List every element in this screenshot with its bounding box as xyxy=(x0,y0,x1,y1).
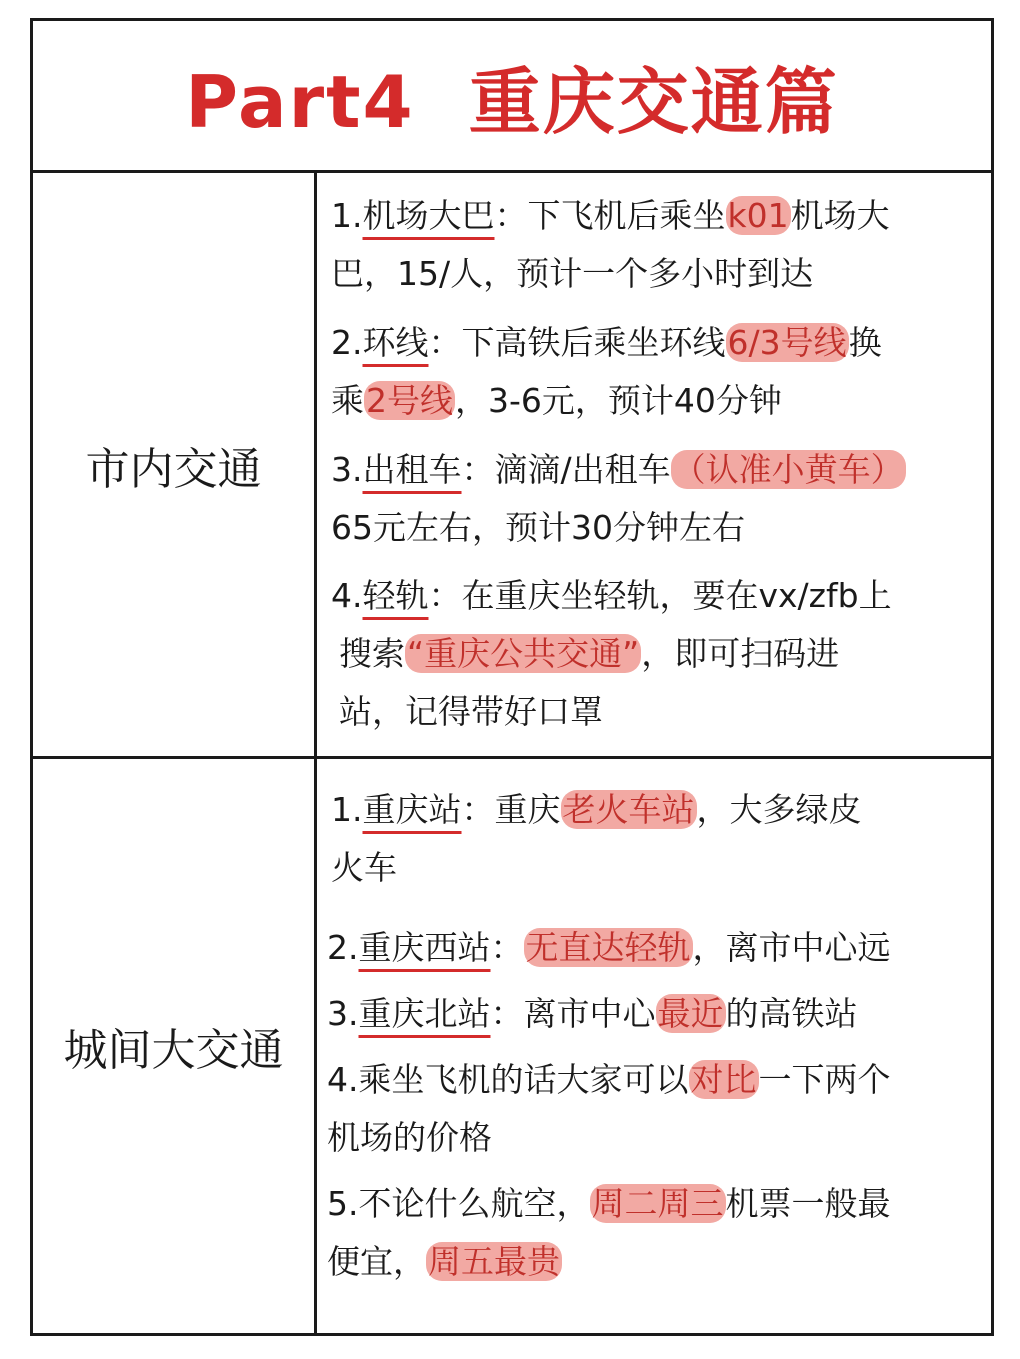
item-heading: 机场大巴 xyxy=(362,196,495,235)
section-label: 城间大交通 xyxy=(63,1025,284,1076)
page-title: Part4 重庆交通篇 xyxy=(185,59,839,144)
highlight: 6/3号线 xyxy=(727,323,847,362)
highlight: 周二周三 xyxy=(591,1184,724,1223)
item-heading: 轻轨 xyxy=(362,576,429,615)
section-content xyxy=(317,173,991,756)
item-heading: 环线 xyxy=(362,323,429,362)
item-heading: 重庆西站 xyxy=(358,928,491,967)
item-heading: 出租车 xyxy=(362,450,462,489)
highlight: 2号线 xyxy=(366,381,453,420)
list-item: 5.不论什么航空，周二周三机票一般最 便宜，周五最贵 xyxy=(327,1184,891,1281)
highlight: 最近 xyxy=(657,994,724,1033)
highlight: 无直达轻轨 xyxy=(525,928,691,967)
list-item: 3.出租车：滴滴/出租车（认准小黄车） 65元左右，预计30分钟左右 xyxy=(331,450,904,547)
section-label-cell xyxy=(33,173,317,756)
highlight: k01 xyxy=(727,196,789,235)
item-heading: 重庆站 xyxy=(362,790,462,829)
section-content xyxy=(317,759,991,1333)
transport-table xyxy=(30,18,994,1336)
highlight: 对比 xyxy=(690,1060,757,1099)
list-item: 1.机场大巴：下飞机后乘坐k01机场大 巴，15/人，预计一个多小时到达 xyxy=(331,196,890,293)
section-intercity-transport xyxy=(33,759,991,1333)
highlight: 周五最贵 xyxy=(428,1242,560,1281)
highlight: “重庆公共交通” xyxy=(407,634,640,673)
section-label-cell xyxy=(33,759,317,1333)
list-item: 3.重庆北站：离市中心最近的高铁站 xyxy=(327,994,858,1033)
list-item: 2.重庆西站：无直达轻轨，离市中心远 xyxy=(327,928,891,967)
title-row xyxy=(33,21,991,173)
item-heading: 重庆北站 xyxy=(358,994,491,1033)
list-item: 4.轻轨：在重庆坐轻轨，要在vx/zfb上 搜索“重庆公共交通”，即可扫码进 站，记得带好口罩 xyxy=(331,576,892,731)
list-item: 2.环线：下高铁后乘坐环线6/3号线换 乘2号线，3-6元，预计40分钟 xyxy=(331,323,882,420)
list-item: 1.重庆站：重庆老火车站，大多绿皮 火车 xyxy=(331,790,862,887)
section-label: 市内交通 xyxy=(85,443,262,495)
section-city-transport xyxy=(33,173,991,759)
highlight: （认准小黄车） xyxy=(672,450,904,489)
list-item: 4.乘坐飞机的话大家可以对比一下两个 机场的价格 xyxy=(327,1060,891,1157)
highlight: 老火车站 xyxy=(562,790,695,829)
